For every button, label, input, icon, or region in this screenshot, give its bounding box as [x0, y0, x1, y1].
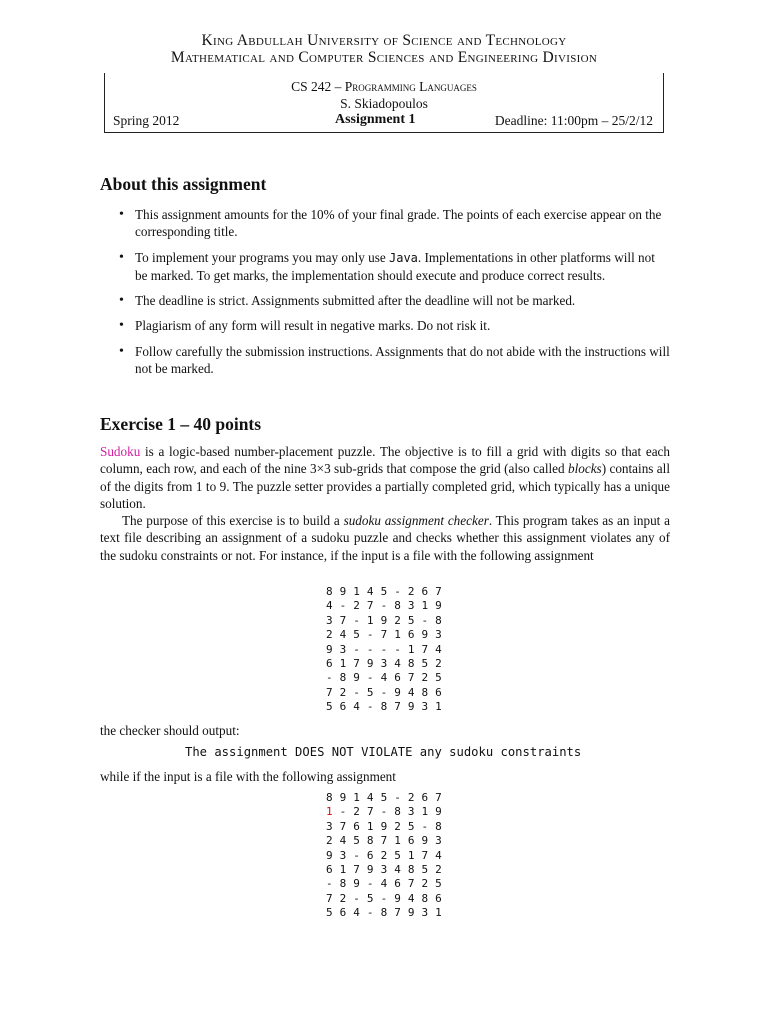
bullet-text: The deadline is strict. Assignments submitted after the deadline will not be marked. [135, 293, 576, 309]
grid-row: 4 - 2 7 - 8 3 1 9 [326, 599, 442, 613]
grid-row: 2 4 5 - 7 1 6 9 3 [326, 628, 442, 642]
purpose-text-a: The purpose of this exercise is to build a [122, 513, 344, 528]
bullet-text-post: . Implementations in other platforms will not be marked. To get marks, the implementation should execute and produce correct results. [135, 249, 655, 283]
grid-row: 9 3 - 6 2 5 1 7 4 [326, 848, 442, 862]
exercise1-heading: Exercise 1 – 40 points [100, 414, 262, 434]
java-code: Java [389, 250, 418, 265]
intro-text-a: is a logic-based number-placement puzzle. The objective is to fill a grid with digits so that each column, each row, and each of the nine 3×3 sub-grids that compose the grid (also called [100, 444, 670, 477]
division-name: Mathematical and Computer Sciences and Engineering Division [170, 49, 598, 66]
grid-row: 9 3 - - - - 1 7 4 [326, 642, 442, 656]
grid-row-highlighted [326, 805, 442, 819]
purpose-text-b: . This program takes as an input a text file describing an assignment of a sudoku puzzle and checks whether this assignment violates any of the sudoku constraints or not. For instance, if the input is a file with the following assignment [100, 513, 670, 563]
sudoku-grid-valid [326, 585, 442, 715]
grid-row: 8 9 1 4 5 - 2 6 7 [326, 791, 442, 804]
grid-row: 6 1 7 9 3 4 8 5 2 [326, 862, 442, 876]
checker-output-text: The assignment DOES NOT VIOLATE any sudoku constraints [185, 745, 582, 759]
assignment-title: Assignment 1 [335, 112, 416, 127]
exercise1-purpose-paragraph [100, 512, 670, 564]
author-name: S. Skiadopoulos [340, 96, 428, 111]
grid-row: 7 2 - 5 - 9 4 8 6 [326, 685, 442, 699]
second-input-intro: while if the input is a file with the following assignment [100, 769, 396, 784]
bullet-text: This assignment amounts for the 10% of your final grade. The points of each exercise appear on the corresponding title. [135, 207, 662, 240]
bullet-item [100, 343, 670, 378]
exercise1-intro-paragraph [100, 443, 670, 512]
grid-row-rest: - 2 7 - 8 3 1 9 [332, 805, 442, 819]
checker-output-intro: the checker should output: [100, 723, 240, 738]
deadline: Deadline: 11:00pm – 25/2/12 [494, 113, 653, 128]
bullet-text-pre: To implement your programs you may only use [135, 249, 389, 265]
university-name: King Abdullah University of Science and Technology [201, 32, 567, 49]
bullet-item [100, 206, 670, 241]
bullet-item [100, 317, 670, 334]
grid-row: 7 2 - 5 - 9 4 8 6 [326, 891, 442, 905]
bullet-text: Plagiarism of any form will result in negative marks. Do not risk it. [135, 318, 491, 334]
blocks-term: blocks [567, 461, 602, 477]
bullet-item [100, 249, 670, 285]
grid-row: 2 4 5 8 7 1 6 9 3 [326, 834, 442, 848]
intro-text-b: ) contains all of the digits from 1 to 9. The puzzle setter provides a partially completed grid, which typically has a unique solution. [100, 461, 670, 511]
grid-row: 8 9 1 4 5 - 2 6 7 [326, 585, 442, 598]
grid-row: 3 7 - 1 9 2 5 - 8 [326, 613, 442, 627]
sudoku-grid-invalid [326, 791, 442, 921]
about-heading: About this assignment [100, 174, 267, 194]
grid-row: 3 7 6 1 9 2 5 - 8 [326, 819, 442, 833]
about-bullet-list [100, 206, 670, 385]
grid-row: 5 6 4 - 8 7 9 3 1 [326, 906, 442, 920]
grid-row: 5 6 4 - 8 7 9 3 1 [326, 700, 442, 714]
sudoku-link[interactable]: Sudoku [100, 444, 141, 459]
grid-row: 6 1 7 9 3 4 8 5 2 [326, 656, 442, 670]
bullet-text: Follow carefully the submission instructions. Assignments that do not abide with the instructions will not be marked. [135, 343, 670, 377]
checker-term: sudoku assignment checker [343, 513, 489, 528]
grid-row: - 8 9 - 4 6 7 2 5 [326, 877, 442, 891]
bullet-item [100, 292, 670, 309]
grid-row: - 8 9 - 4 6 7 2 5 [326, 671, 442, 685]
course-title: CS 242 – Programming Languages [291, 79, 477, 94]
term: Spring 2012 [113, 113, 180, 128]
course-header-box [104, 73, 664, 133]
violating-cell: 1 [326, 805, 333, 819]
